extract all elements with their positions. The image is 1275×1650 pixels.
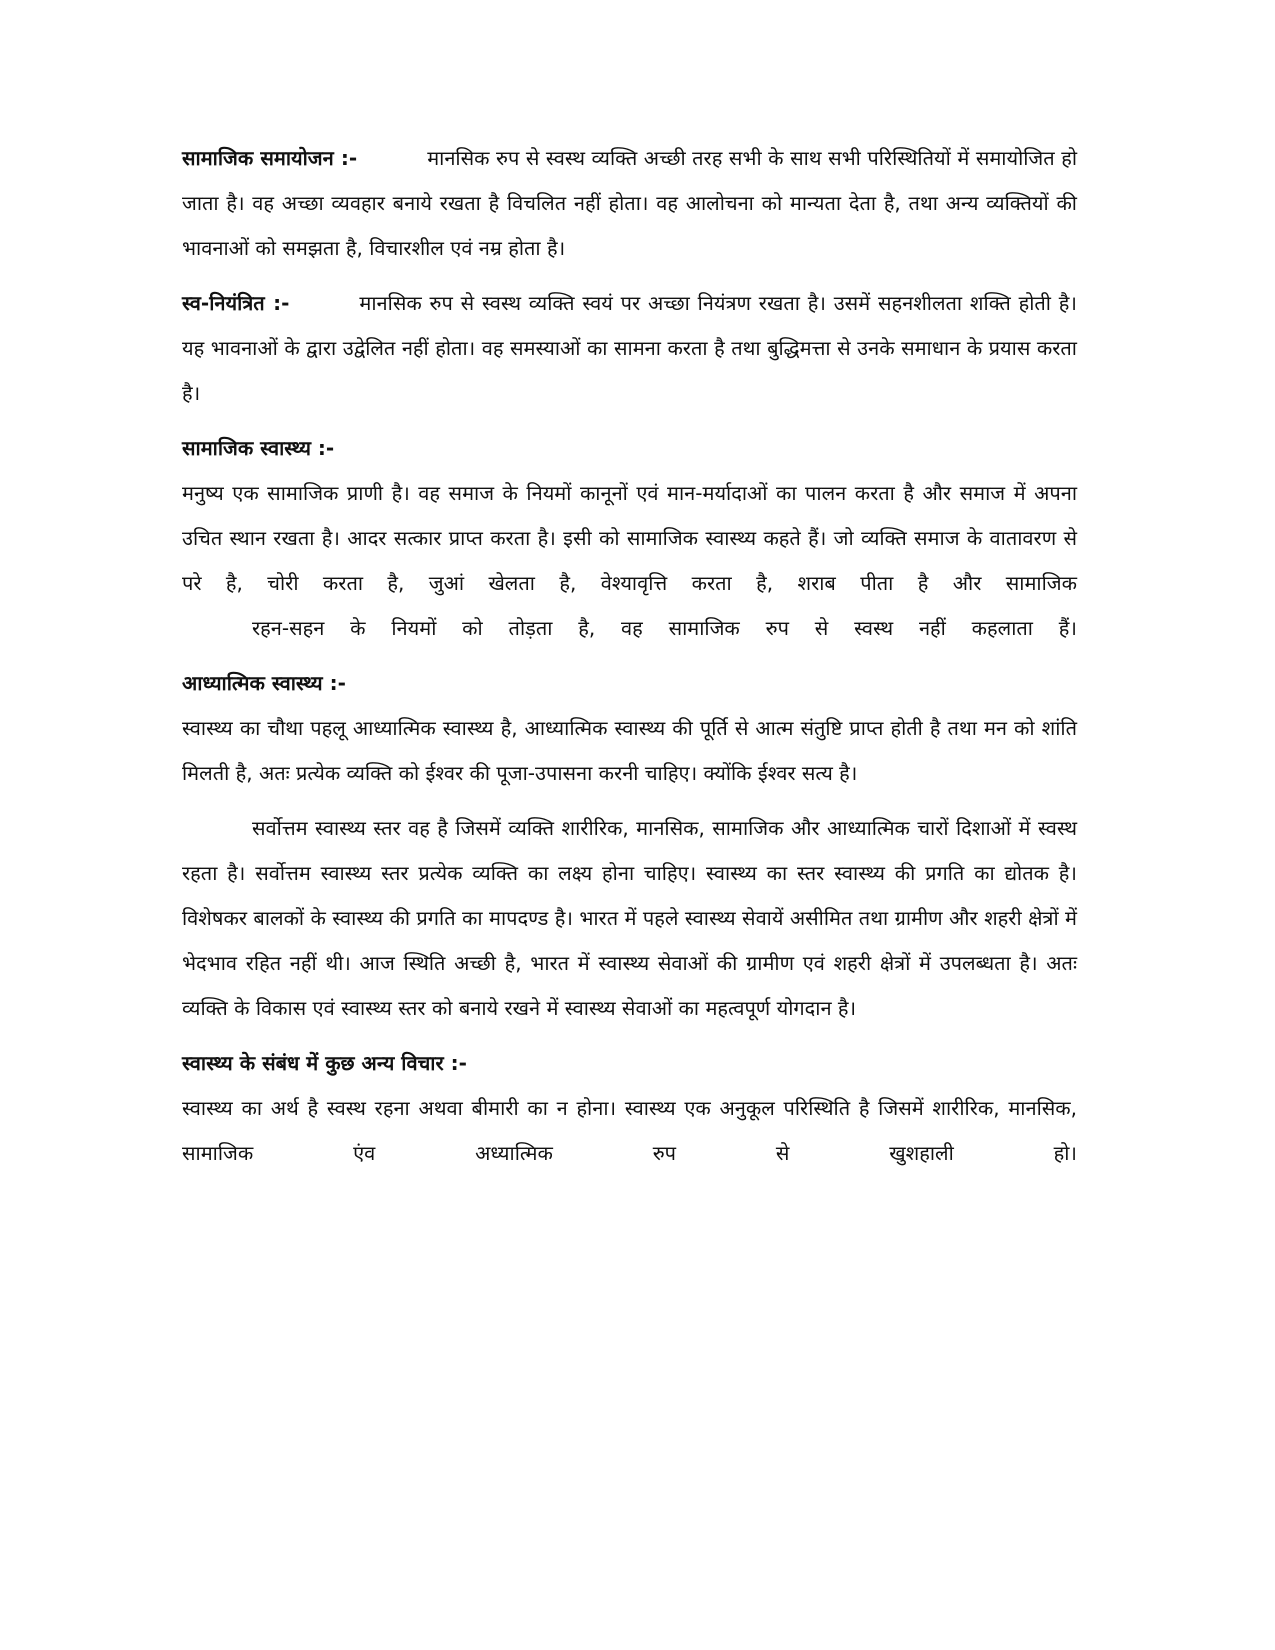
paragraph xyxy=(182,281,1077,416)
section-heading: सामाजिक स्वास्थ्य :- xyxy=(182,436,335,460)
section-other-thoughts xyxy=(182,1041,1077,1176)
paragraph-text: स्वास्थ्य का चौथा पहलू आध्यात्मिक स्वास्थ्य है, आध्यात्मिक स्वास्थ्य की पूर्ति से आत्म संतुष्टि प्राप्त होती है तथा मन को शांति मिलती है, अतः प्रत्येक व्यक्ति को ईश्वर की पूजा-उपासना करनी चाहिए। क्योंकि ईश्वर सत्य है। xyxy=(182,716,1077,785)
paragraph-text: मनुष्य एक सामाजिक प्राणी है। वह समाज के नियमों कानूनों एवं मान-मर्यादाओं का पालन करता है और समाज में अपना उचित स्थान रखता है। आदर सत्कार प्राप्त करता है। इसी को सामाजिक स्वास्थ्य कहते हैं। जो व्यक्ति समाज के वातावरण से परे है, चोरी करता है, जुआं खेलता है, वेश्यावृत्ति करता है, शराब पीता है और सामाजिक xyxy=(182,481,1077,595)
paragraph-text: मानसिक रुप से स्वस्थ व्यक्ति अच्छी तरह सभी के साथ सभी परिस्थितियों में समायोजित हो जाता है। वह अच्छा व्यवहार बनाये रखता है विचलित नहीं होता। वह आलोचना को मान्यता देता है, तथा अन्य व्यक्तियों की भावनाओं को समझता है, विचारशील एवं नम्र होता है। xyxy=(182,146,1078,260)
section-self-control xyxy=(182,281,1077,416)
section-social-adjustment xyxy=(182,136,1077,271)
paragraph-text: सर्वोत्तम स्वास्थ्य स्तर वह है जिसमें व्यक्ति शारीरिक, मानसिक, सामाजिक और आध्यात्मिक चारों दिशाओं में स्वस्थ रहता है। सर्वोत्तम स्वास्थ्य स्तर प्रत्येक व्यक्ति का लक्ष्य होना चाहिए। स्वास्थ्य का स्तर स्वास्थ्य की प्रगति का द्योतक है। विशेषकर बालकों के स्वास्थ्य की प्रगति का मापदण्ड है। भारत में पहले स्वास्थ्य सेवायें असीमित तथा ग्रामीण और शहरी क्षेत्रों में भेदभाव रहित नहीं थी। आज स्थिति अच्छी है, भारत में स्वास्थ्य सेवाओं की ग्रामीण एवं शहरी क्षेत्रों में उपलब्धता है। अतः व्यक्ति के विकास एवं स्वास्थ्य स्तर को बनाये रखने में स्वास्थ्य सेवाओं का महत्वपूर्ण योगदान है। xyxy=(182,816,1077,1020)
section-heading: आध्यात्मिक स्वास्थ्य :- xyxy=(182,671,346,695)
section-heading: स्व-नियंत्रित :- xyxy=(182,291,290,315)
section-spiritual-health xyxy=(182,661,1077,1031)
paragraph xyxy=(182,136,1077,271)
paragraph-text: रहन-सहन के नियमों को तोड़ता है, वह सामाजिक रुप से स्वस्थ नहीं कहलाता हैं। xyxy=(252,616,1077,640)
section-heading: सामाजिक समायोजन :- xyxy=(182,146,358,170)
paragraph-text: मानसिक रुप से स्वस्थ व्यक्ति स्वयं पर अच्छा नियंत्रण रखता है। उसमें सहनशीलता शक्ति होती है। यह भावनाओं के द्वारा उद्वेलित नहीं होता। वह समस्याओं का सामना करता है तथा बुद्धिमत्ता से उनके समाधान के प्रयास करता है। xyxy=(182,291,1077,405)
section-social-health xyxy=(182,426,1077,651)
paragraph-text: स्वास्थ्य का अर्थ है स्वस्थ रहना अथवा बीमारी का न होना। स्वास्थ्य एक अनुकूल परिस्थिति है जिसमें शारीरिक, मानसिक, सामाजिक एंव अध्यात्मिक रुप से खुशहाली हो। xyxy=(182,1096,1077,1165)
document-page xyxy=(182,136,1077,1186)
section-heading: स्वास्थ्य के संबंध में कुछ अन्य विचार :- xyxy=(182,1051,467,1075)
